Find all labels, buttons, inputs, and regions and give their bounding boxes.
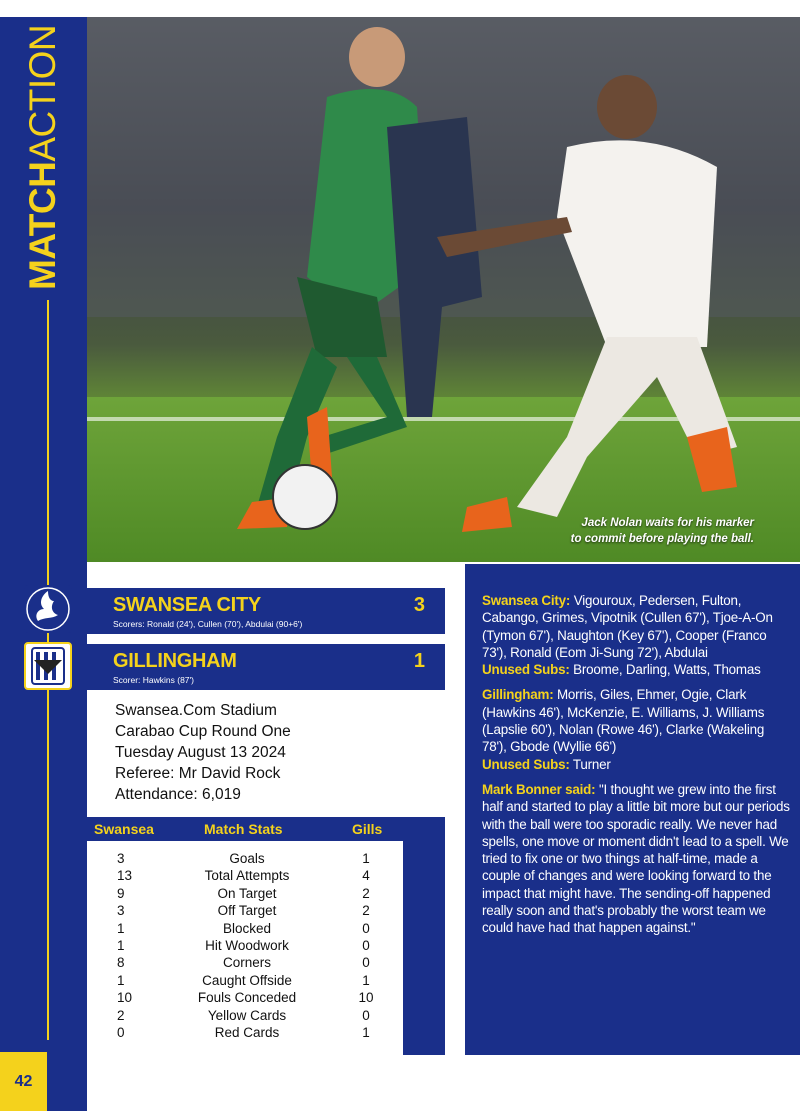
players-illustration [87, 17, 800, 562]
stat-row [87, 903, 403, 920]
attendance: Attendance: 6,019 [115, 786, 241, 803]
stat-away-value: 4 [362, 868, 370, 884]
stat-label: Hit Woodwork [205, 938, 289, 953]
stat-row [87, 886, 403, 903]
swansea-lineup-label: Swansea City: [482, 593, 571, 608]
gillingham-crest-icon [24, 642, 72, 690]
away-scorers: Scorer: Hawkins (87') [113, 675, 194, 685]
section-title [22, 25, 64, 290]
swansea-subs-label: Unused Subs: [482, 662, 570, 678]
stat-home-value: 8 [117, 955, 125, 971]
stat-home-value: 1 [117, 920, 125, 936]
manager-quote-text: "I thought we grew into the first half and started to play a little bit more but our periods with the ball were too sporadic really. We never had spells, one move or moment didn't lead to a spell. We tried to fix one or two things at half-time, made a couple of changes and were looking forward to the impact that might have. The sending-off happened really soon and that's probably the worst team we could have had that happen against." [482, 781, 790, 936]
manager-quote-label: Mark Bonner said: [482, 781, 596, 797]
photo-caption [524, 515, 754, 547]
stat-label: On Target [217, 885, 277, 901]
stat-row [87, 973, 403, 990]
stat-away-value: 0 [362, 955, 370, 971]
section-title-bold: MATCH [22, 161, 63, 290]
stat-label: Corners [222, 955, 271, 971]
stat-away-value: 0 [362, 1007, 370, 1023]
match-details [115, 700, 291, 805]
match-stats-panel [87, 817, 445, 1055]
stadium: Swansea.Com Stadium [115, 702, 277, 719]
stat-home-value: 3 [117, 903, 125, 919]
caption-line-2: to commit before playing the ball. [570, 533, 754, 545]
match-photo [87, 17, 800, 562]
stats-head-home: Swansea [94, 821, 154, 837]
stat-row [87, 851, 403, 868]
gillingham-subs-text: Turner [569, 756, 611, 772]
home-score: 3 [413, 594, 425, 616]
gillingham-lineup [482, 686, 792, 772]
gillingham-subs-label: Unused Subs: [482, 756, 570, 772]
stat-label: Blocked [222, 920, 272, 936]
swansea-lineup-text: Vigouroux, Pedersen, Fulton, Cabango, Grimes, Vipotnik (Cullen 67'), Tjoe-A-On (Tymon 67'), Naughton (Key 67'), Cooper (Franco 73'), Ronald (Eom Ji-Sung 72'), Abdulai [482, 593, 773, 660]
stat-home-value: 1 [117, 938, 125, 953]
stat-home-value: 3 [117, 851, 125, 866]
stat-away-value: 1 [362, 851, 370, 866]
stat-label: Caught Offside [202, 972, 292, 988]
stat-home-value: 0 [117, 1025, 125, 1040]
stat-away-value: 0 [362, 938, 370, 953]
stat-away-value: 0 [362, 920, 370, 936]
stat-away-value: 2 [362, 885, 370, 901]
away-team-name: GILLINGHAM [113, 650, 237, 672]
stat-row [87, 868, 403, 885]
swansea-lineup [482, 592, 792, 678]
caption-line-1: Jack Nolan waits for his marker [581, 517, 754, 529]
referee: Referee: Mr David Rock [115, 765, 281, 782]
stat-row [87, 921, 403, 938]
match-date: Tuesday August 13 2024 [115, 744, 286, 761]
stat-home-value: 2 [117, 1007, 125, 1023]
stat-label: Fouls Conceded [197, 990, 297, 1006]
competition: Carabao Cup Round One [115, 723, 291, 740]
page-number: 42 [0, 1052, 47, 1111]
stat-away-value: 1 [362, 1025, 370, 1040]
stat-row [87, 1008, 403, 1025]
stats-head-title: Match Stats [204, 821, 283, 837]
manager-quote [482, 781, 792, 937]
gillingham-lineup-text: Morris, Giles, Ehmer, Ogie, Clark (Hawkins 46'), McKenzie, E. Williams, J. Williams (Lapslie 60'), Nolan (Rowe 46'), Clarke (Wakeling 78'), Gbode (Wyllie 66') [482, 687, 765, 755]
stats-table [87, 841, 403, 1055]
home-score-box [87, 588, 445, 634]
swansea-crest-icon [24, 585, 72, 633]
home-scorers: Scorers: Ronald (24'), Cullen (70'), Abdulai (90+6') [113, 619, 303, 629]
stat-label: Goals [229, 851, 265, 866]
stat-row [87, 955, 403, 972]
home-team-name: SWANSEA CITY [113, 594, 261, 616]
stat-home-value: 13 [117, 868, 133, 884]
stat-label: Off Target [217, 903, 277, 919]
stats-head-away: Gills [352, 821, 383, 837]
stat-home-value: 1 [117, 972, 125, 988]
stat-away-value: 2 [362, 903, 370, 919]
stat-home-value: 9 [117, 885, 125, 901]
stat-label: Total Attempts [204, 868, 290, 884]
stat-row [87, 1025, 403, 1042]
away-score-box [87, 644, 445, 690]
stat-home-value: 10 [117, 990, 133, 1006]
swansea-subs-text: Broome, Darling, Watts, Thomas [569, 662, 761, 678]
stat-row [87, 938, 403, 955]
section-title-light: ACTION [22, 24, 63, 162]
lineups-panel [465, 564, 800, 1055]
away-score: 1 [413, 650, 425, 672]
stat-away-value: 1 [362, 972, 370, 988]
stat-label: Yellow Cards [207, 1007, 287, 1023]
stat-row [87, 990, 403, 1007]
stat-label: Red Cards [214, 1025, 280, 1040]
gillingham-lineup-label: Gillingham: [482, 687, 554, 703]
stat-away-value: 10 [358, 990, 374, 1006]
